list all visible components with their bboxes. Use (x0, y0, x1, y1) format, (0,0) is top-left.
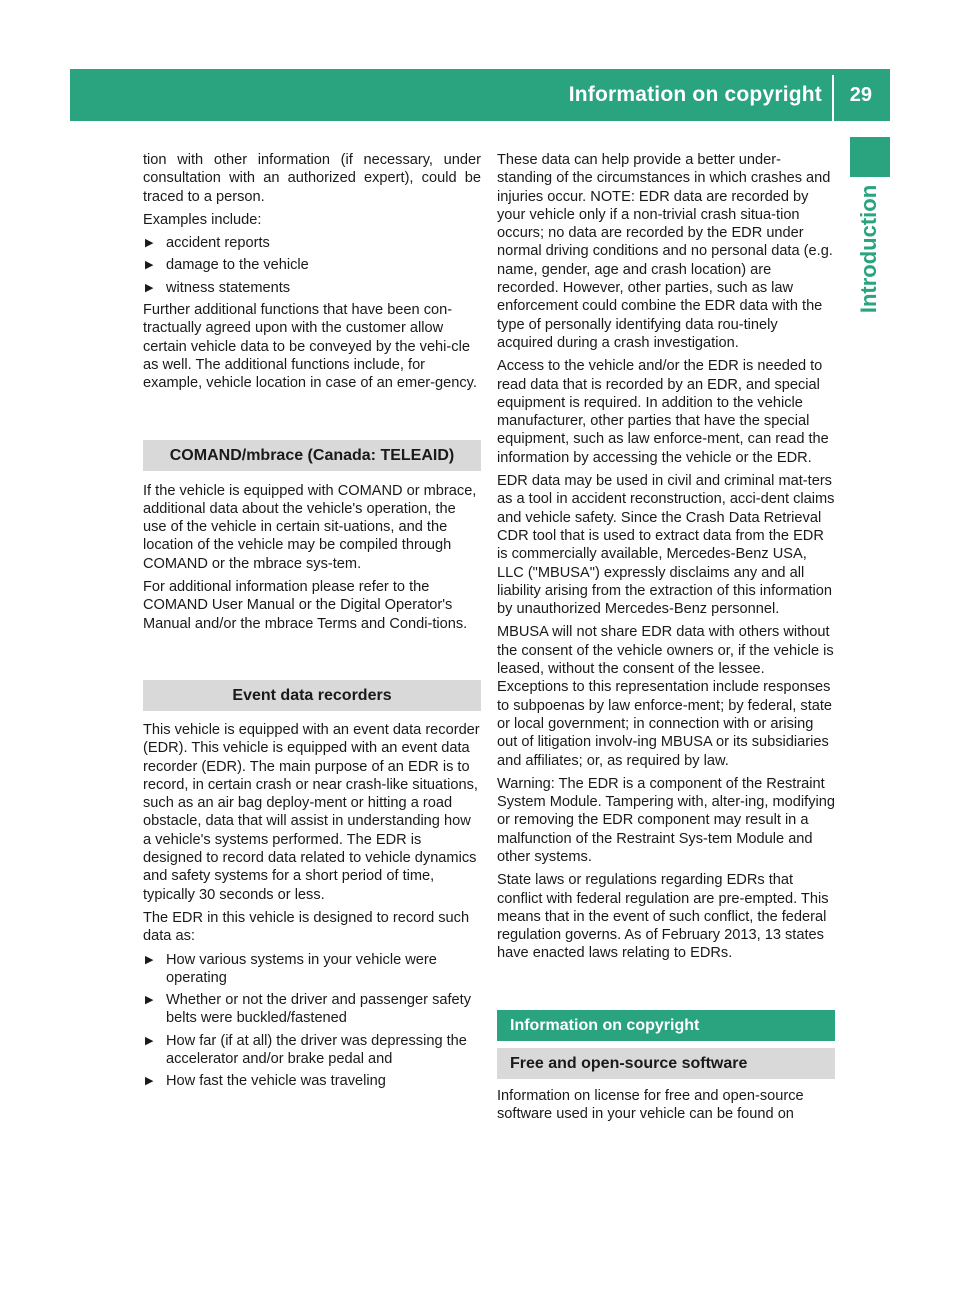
edr-section-heading: Event data recorders (143, 680, 481, 711)
page-header-title: Information on copyright (568, 83, 822, 106)
left-column (143, 151, 481, 1095)
header-divider (832, 75, 834, 121)
edr-paragraph-2: The EDR in this vehicle is designed to record such data as: (143, 909, 470, 945)
triangle-bullet-icon: ▶ (145, 237, 154, 250)
edr-warning-paragraph: Warning: The EDR is a component of the Restraint System Module. Tampering with, alter-ing, modifying or removing the EDR component may result in a malfunction of the Restraint Sys-tem Module and other systems. (497, 775, 835, 865)
examples-label: Examples include: (143, 211, 262, 228)
mbusa-sharing-paragraph: MBUSA will not share EDR data with others without the consent of the vehicle owners or, if the vehicle is leased, without the consent of the lessee. Exceptions to this representation include responses to subpoenas by law enforce-ment; by federal, state or local government; in connection with or arising out of litigation involv-ing MBUSA or its subsidiaries and affiliates; or, as required by law. (497, 624, 834, 769)
edr-usage-paragraph: EDR data may be used in civil and criminal mat-ters as a tool in accident reconstruction, acci-dent claims and vehicle safety. Since the Crash Data Retrieval CDR tool that is used to extract data from the EDR is commercially available, Mercedes-Benz USA, LLC ("MBUSA") expressly disclaims any and all liability arising from the extraction of this information by unauthorized Mercedes-Benz personnel. (497, 473, 835, 618)
intro-paragraph: tion with other information (if necessary, under consultation with an authorized expert), could be traced to a person. (143, 152, 481, 205)
page-number: 29 (849, 84, 872, 106)
header-bar (70, 69, 890, 121)
foss-subsection-heading: Free and open-source software (497, 1048, 835, 1079)
triangle-bullet-icon: ▶ (145, 281, 154, 294)
triangle-bullet-icon: ▶ (145, 994, 154, 1007)
copyright-section-heading: Information on copyright (497, 1010, 835, 1041)
foss-paragraph: Information on license for free and open-source software used in your vehicle can be found on (497, 1087, 804, 1123)
right-column (497, 151, 835, 1128)
edr-understanding-paragraph: These data can help provide a better under-standing of the circumstances in which crashes and injuries occur. NOTE: EDR data are recorded by your vehicle only if a non-trivial crash situa-tion occurs; no data are recorded by the EDR under normal driving conditions and no personal data (e.g. name, gender, age and crash location) are recorded. However, other parties, such as law enforcement could combine the EDR data with the type of personally identifying data rou-tinely acquired during a crash investigation. (497, 152, 833, 351)
comand-paragraph-1: If the vehicle is equipped with COMAND or mbrace, additional data about the vehicle's operation, the use of the vehicle in certain sit-uations, and the location of the vehicle may be compiled through COMAND or the mbrace sys-tem. (143, 482, 477, 572)
chapter-tab-label (832, 184, 906, 314)
edr-paragraph-1: This vehicle is equipped with an event data recorder (EDR). This vehicle is equipped with an event data recorder (EDR). The main purpose of an EDR is to record, in certain crash or near crash-like situations, such as an air bag deploy-ment or hitting a road obstacle, data that will assist in understanding how a vehicle's systems performed. The EDR is designed to record data related to vehicle dynamics and safety systems for a short period of time, typically 30 seconds or less. (143, 721, 480, 903)
comand-section-heading: COMAND/mbrace (Canada: TELEAID) (143, 440, 481, 471)
comand-paragraph-2: For additional information please refer to the COMAND User Manual or the Digital Operator's Manual and/or the mbrace Terms and Condi-tions. (143, 579, 468, 632)
examples-list (143, 234, 481, 297)
list-item: ▶ How fast the vehicle was traveling (145, 1073, 386, 1090)
state-laws-paragraph: State laws or regulations regarding EDRs that conflict with federal regulation are pre-empted. This means that in the event of such conflict, the federal regulation governs. As of February 2013, 13 states have enacted laws relating to EDRs. (497, 872, 829, 962)
list-item: ▶ accident reports (145, 235, 270, 252)
triangle-bullet-icon: ▶ (145, 1034, 154, 1047)
triangle-bullet-icon: ▶ (145, 1075, 154, 1088)
triangle-bullet-icon: ▶ (145, 259, 154, 272)
edr-data-list (143, 951, 481, 1091)
chapter-tab-marker (850, 137, 890, 177)
list-item: ▶ How various systems in your vehicle were operating (145, 951, 437, 986)
list-item: ▶ Whether or not the driver and passenger safety belts were buckled/fastened (145, 992, 472, 1027)
list-item: ▶ How far (if at all) the driver was depressing the accelerator and/or brake pedal and (145, 1032, 467, 1067)
chapter-label-text: Introduction (856, 184, 881, 314)
triangle-bullet-icon: ▶ (145, 953, 154, 966)
list-item: ▶ damage to the vehicle (145, 257, 309, 274)
edr-access-paragraph: Access to the vehicle and/or the EDR is needed to read data that is recorded by an EDR, and special equipment is required. In addition to the vehicle manufacturer, other parties that have the special equipment, such as law enforce-ment, can read the information by accessing the vehicle or the EDR. (497, 358, 829, 466)
further-functions-paragraph: Further additional functions that have been con-tractually agreed upon with the customer allow certain vehicle data to be conveyed by the vehi-cle as well. The additional functions include, for example, vehicle location in case of an emer-gency. (143, 302, 477, 392)
list-item: ▶ witness statements (145, 279, 291, 296)
